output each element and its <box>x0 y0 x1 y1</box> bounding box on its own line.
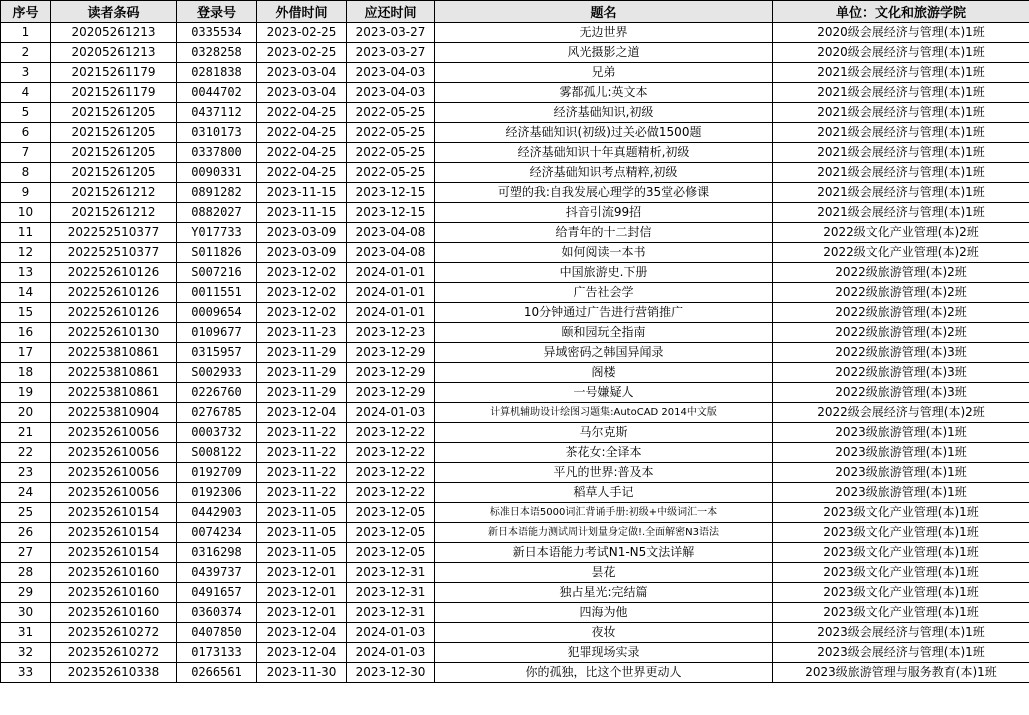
login-number: 0281838 <box>177 63 257 83</box>
due-date: 2024-01-03 <box>347 403 435 423</box>
book-title: 新日本语能力测试周计划量身定做!.全面解密N3语法 <box>435 523 773 543</box>
due-date: 2023-12-23 <box>347 323 435 343</box>
book-title: 经济基础知识考点精粹,初级 <box>435 163 773 183</box>
login-number: 0407850 <box>177 623 257 643</box>
row-index: 17 <box>1 343 51 363</box>
table-row <box>1 603 1029 623</box>
col-header-index: 序号 <box>1 1 51 23</box>
unit-class: 2022级会展经济与管理(本)2班 <box>773 403 1029 423</box>
book-title: 四海为他 <box>435 603 773 623</box>
unit-class: 2023级会展经济与管理(本)1班 <box>773 623 1029 643</box>
reader-barcode: 202352610154 <box>51 503 177 523</box>
login-number: 0074234 <box>177 523 257 543</box>
table-row <box>1 643 1029 663</box>
table-row <box>1 503 1029 523</box>
borrow-date: 2023-12-02 <box>257 263 347 283</box>
borrow-date: 2023-11-29 <box>257 383 347 403</box>
login-number: 0266561 <box>177 663 257 683</box>
book-title: 广告社会学 <box>435 283 773 303</box>
login-number: 0011551 <box>177 283 257 303</box>
reader-barcode: 202252610126 <box>51 263 177 283</box>
due-date: 2024-01-01 <box>347 303 435 323</box>
unit-class: 2021级会展经济与管理(本)1班 <box>773 203 1029 223</box>
book-title: 可塑的我:自我发展心理学的35堂必修课 <box>435 183 773 203</box>
book-title: 颐和园玩全指南 <box>435 323 773 343</box>
col-header-unit: 单位：文化和旅游学院 <box>773 1 1029 23</box>
row-index: 33 <box>1 663 51 683</box>
login-number: S007216 <box>177 263 257 283</box>
table-row <box>1 103 1029 123</box>
due-date: 2022-05-25 <box>347 143 435 163</box>
reader-barcode: 202253810861 <box>51 363 177 383</box>
col-header-due-date: 应还时间 <box>347 1 435 23</box>
col-header-login-no: 登录号 <box>177 1 257 23</box>
borrow-date: 2023-11-15 <box>257 203 347 223</box>
book-title: 夜妆 <box>435 623 773 643</box>
borrow-date: 2023-03-04 <box>257 63 347 83</box>
reader-barcode: 202352610272 <box>51 623 177 643</box>
row-index: 24 <box>1 483 51 503</box>
book-title: 中国旅游史.下册 <box>435 263 773 283</box>
table-row <box>1 223 1029 243</box>
borrow-date: 2023-11-22 <box>257 443 347 463</box>
borrow-date: 2023-12-04 <box>257 623 347 643</box>
table-row <box>1 43 1029 63</box>
col-header-reader-barcode: 读者条码 <box>51 1 177 23</box>
table-row <box>1 443 1029 463</box>
unit-class: 2023级旅游管理与服务教育(本)1班 <box>773 663 1029 683</box>
book-title: 计算机辅助设计绘图习题集:AutoCAD 2014中文版 <box>435 403 773 423</box>
due-date: 2022-05-25 <box>347 163 435 183</box>
book-title: 无边世界 <box>435 23 773 43</box>
borrow-date: 2023-11-05 <box>257 523 347 543</box>
borrow-date: 2023-03-09 <box>257 243 347 263</box>
book-title: 经济基础知识(初级)过关必做1500题 <box>435 123 773 143</box>
book-title: 经济基础知识,初级 <box>435 103 773 123</box>
reader-barcode: 202352610338 <box>51 663 177 683</box>
row-index: 12 <box>1 243 51 263</box>
book-title: 经济基础知识十年真题精析,初级 <box>435 143 773 163</box>
due-date: 2024-01-01 <box>347 283 435 303</box>
login-number: 0192306 <box>177 483 257 503</box>
book-title: 你的孤独，比这个世界更动人 <box>435 663 773 683</box>
book-title: 风光摄影之道 <box>435 43 773 63</box>
due-date: 2023-04-08 <box>347 243 435 263</box>
login-number: 0192709 <box>177 463 257 483</box>
login-number: 0044702 <box>177 83 257 103</box>
login-number: 0276785 <box>177 403 257 423</box>
unit-class: 2021级会展经济与管理(本)1班 <box>773 83 1029 103</box>
unit-class: 2021级会展经济与管理(本)1班 <box>773 183 1029 203</box>
unit-class: 2020级会展经济与管理(本)1班 <box>773 23 1029 43</box>
reader-barcode: 202352610160 <box>51 563 177 583</box>
due-date: 2023-04-03 <box>347 83 435 103</box>
table-row <box>1 143 1029 163</box>
reader-barcode: 202253810861 <box>51 383 177 403</box>
unit-class: 2023级文化产业管理(本)1班 <box>773 523 1029 543</box>
borrow-date: 2022-04-25 <box>257 143 347 163</box>
borrow-date: 2023-11-29 <box>257 363 347 383</box>
table-row <box>1 523 1029 543</box>
login-number: 0310173 <box>177 123 257 143</box>
borrow-date: 2022-04-25 <box>257 103 347 123</box>
reader-barcode: 20215261212 <box>51 183 177 203</box>
unit-class: 2022级旅游管理(本)2班 <box>773 283 1029 303</box>
login-number: 0328258 <box>177 43 257 63</box>
unit-class: 2023级文化产业管理(本)1班 <box>773 603 1029 623</box>
login-number: 0009654 <box>177 303 257 323</box>
book-title: 犯罪现场实录 <box>435 643 773 663</box>
due-date: 2022-05-25 <box>347 103 435 123</box>
due-date: 2023-12-05 <box>347 543 435 563</box>
borrow-date: 2023-11-15 <box>257 183 347 203</box>
row-index: 27 <box>1 543 51 563</box>
unit-class: 2022级文化产业管理(本)2班 <box>773 223 1029 243</box>
unit-class: 2021级会展经济与管理(本)1班 <box>773 103 1029 123</box>
unit-class: 2022级旅游管理(本)2班 <box>773 323 1029 343</box>
row-index: 1 <box>1 23 51 43</box>
reader-barcode: 20215261179 <box>51 63 177 83</box>
row-index: 8 <box>1 163 51 183</box>
book-title: 10分钟通过广告进行营销推广 <box>435 303 773 323</box>
due-date: 2023-12-05 <box>347 523 435 543</box>
due-date: 2024-01-03 <box>347 643 435 663</box>
reader-barcode: 20215261205 <box>51 123 177 143</box>
reader-barcode: 202253810861 <box>51 343 177 363</box>
book-title: 阁楼 <box>435 363 773 383</box>
row-index: 25 <box>1 503 51 523</box>
login-number: 0337800 <box>177 143 257 163</box>
unit-class: 2022级旅游管理(本)3班 <box>773 343 1029 363</box>
table-row <box>1 483 1029 503</box>
due-date: 2023-12-30 <box>347 663 435 683</box>
due-date: 2023-04-08 <box>347 223 435 243</box>
borrow-date: 2023-11-22 <box>257 483 347 503</box>
book-title: 抖音引流99招 <box>435 203 773 223</box>
unit-class: 2021级会展经济与管理(本)1班 <box>773 143 1029 163</box>
reader-barcode: 202352610056 <box>51 463 177 483</box>
reader-barcode: 202352610056 <box>51 483 177 503</box>
reader-barcode: 202252610126 <box>51 303 177 323</box>
due-date: 2023-12-31 <box>347 583 435 603</box>
table-body <box>1 23 1029 683</box>
due-date: 2023-03-27 <box>347 43 435 63</box>
borrow-date: 2023-02-25 <box>257 43 347 63</box>
login-number: 0882027 <box>177 203 257 223</box>
unit-class: 2023级文化产业管理(本)1班 <box>773 563 1029 583</box>
row-index: 4 <box>1 83 51 103</box>
reader-barcode: 202352610154 <box>51 523 177 543</box>
table-row <box>1 23 1029 43</box>
table-row <box>1 383 1029 403</box>
book-title: 新日本语能力考试N1-N5文法详解 <box>435 543 773 563</box>
row-index: 18 <box>1 363 51 383</box>
table-row <box>1 463 1029 483</box>
col-header-title: 题名 <box>435 1 773 23</box>
login-number: S008122 <box>177 443 257 463</box>
borrow-date: 2023-03-09 <box>257 223 347 243</box>
table-row <box>1 543 1029 563</box>
reader-barcode: 202352610160 <box>51 583 177 603</box>
table-row <box>1 623 1029 643</box>
due-date: 2022-05-25 <box>347 123 435 143</box>
book-title: 独占星光:完结篇 <box>435 583 773 603</box>
reader-barcode: 20215261179 <box>51 83 177 103</box>
login-number: 0226760 <box>177 383 257 403</box>
book-title: 给青年的十二封信 <box>435 223 773 243</box>
borrow-date: 2023-12-04 <box>257 643 347 663</box>
due-date: 2023-12-05 <box>347 503 435 523</box>
login-number: S011826 <box>177 243 257 263</box>
row-index: 6 <box>1 123 51 143</box>
borrow-date: 2023-12-02 <box>257 283 347 303</box>
login-number: 0335534 <box>177 23 257 43</box>
login-number: 0173133 <box>177 643 257 663</box>
table-row <box>1 343 1029 363</box>
unit-class: 2023级旅游管理(本)1班 <box>773 423 1029 443</box>
book-title: 稻草人手记 <box>435 483 773 503</box>
due-date: 2023-03-27 <box>347 23 435 43</box>
unit-class: 2021级会展经济与管理(本)1班 <box>773 163 1029 183</box>
due-date: 2024-01-03 <box>347 623 435 643</box>
row-index: 20 <box>1 403 51 423</box>
login-number: 0315957 <box>177 343 257 363</box>
row-index: 32 <box>1 643 51 663</box>
unit-class: 2023级文化产业管理(本)1班 <box>773 503 1029 523</box>
row-index: 5 <box>1 103 51 123</box>
table-row <box>1 83 1029 103</box>
unit-class: 2021级会展经济与管理(本)1班 <box>773 63 1029 83</box>
table-row <box>1 203 1029 223</box>
col-header-borrow-date: 外借时间 <box>257 1 347 23</box>
unit-class: 2023级文化产业管理(本)1班 <box>773 543 1029 563</box>
borrow-date: 2023-11-22 <box>257 423 347 443</box>
reader-barcode: 20215261205 <box>51 103 177 123</box>
reader-barcode: 20215261205 <box>51 163 177 183</box>
table-row <box>1 263 1029 283</box>
row-index: 10 <box>1 203 51 223</box>
row-index: 29 <box>1 583 51 603</box>
reader-barcode: 20215261205 <box>51 143 177 163</box>
borrow-date: 2023-12-02 <box>257 303 347 323</box>
borrow-date: 2023-12-01 <box>257 563 347 583</box>
book-title: 标准日本语5000词汇背诵手册:初级+中级词汇一本 <box>435 503 773 523</box>
borrow-date: 2023-11-23 <box>257 323 347 343</box>
login-number: S002933 <box>177 363 257 383</box>
due-date: 2023-04-03 <box>347 63 435 83</box>
row-index: 2 <box>1 43 51 63</box>
due-date: 2023-12-22 <box>347 463 435 483</box>
unit-class: 2022级旅游管理(本)3班 <box>773 363 1029 383</box>
row-index: 15 <box>1 303 51 323</box>
row-index: 19 <box>1 383 51 403</box>
header-row <box>1 1 1029 23</box>
login-number: 0316298 <box>177 543 257 563</box>
login-number: 0439737 <box>177 563 257 583</box>
row-index: 21 <box>1 423 51 443</box>
unit-class: 2020级会展经济与管理(本)1班 <box>773 43 1029 63</box>
reader-barcode: 202252610130 <box>51 323 177 343</box>
book-title: 平凡的世界:普及本 <box>435 463 773 483</box>
due-date: 2023-12-31 <box>347 563 435 583</box>
unit-class: 2023级会展经济与管理(本)1班 <box>773 643 1029 663</box>
due-date: 2023-12-29 <box>347 343 435 363</box>
book-title: 如何阅读一本书 <box>435 243 773 263</box>
unit-class: 2023级旅游管理(本)1班 <box>773 483 1029 503</box>
due-date: 2023-12-22 <box>347 443 435 463</box>
due-date: 2023-12-31 <box>347 603 435 623</box>
row-index: 16 <box>1 323 51 343</box>
table-row <box>1 663 1029 683</box>
table-row <box>1 283 1029 303</box>
row-index: 22 <box>1 443 51 463</box>
unit-class: 2023级旅游管理(本)1班 <box>773 463 1029 483</box>
login-number: 0491657 <box>177 583 257 603</box>
borrow-date: 2023-12-01 <box>257 583 347 603</box>
reader-barcode: 202352610056 <box>51 423 177 443</box>
reader-barcode: 202352610160 <box>51 603 177 623</box>
row-index: 23 <box>1 463 51 483</box>
reader-barcode: 202352610056 <box>51 443 177 463</box>
unit-class: 2022级旅游管理(本)3班 <box>773 383 1029 403</box>
login-number: 0109677 <box>177 323 257 343</box>
borrow-date: 2023-11-05 <box>257 503 347 523</box>
login-number: 0442903 <box>177 503 257 523</box>
borrow-date: 2023-03-04 <box>257 83 347 103</box>
borrow-date: 2022-04-25 <box>257 163 347 183</box>
row-index: 31 <box>1 623 51 643</box>
borrow-date: 2023-11-29 <box>257 343 347 363</box>
login-number: 0360374 <box>177 603 257 623</box>
book-title: 昙花 <box>435 563 773 583</box>
borrow-date: 2023-02-25 <box>257 23 347 43</box>
table-row <box>1 303 1029 323</box>
borrow-date: 2022-04-25 <box>257 123 347 143</box>
table-row <box>1 423 1029 443</box>
table-row <box>1 243 1029 263</box>
login-number: 0891282 <box>177 183 257 203</box>
book-title: 异域密码之韩国异闻录 <box>435 343 773 363</box>
table-row <box>1 583 1029 603</box>
due-date: 2023-12-29 <box>347 363 435 383</box>
row-index: 26 <box>1 523 51 543</box>
due-date: 2023-12-22 <box>347 423 435 443</box>
login-number: Y017733 <box>177 223 257 243</box>
borrow-date: 2023-11-22 <box>257 463 347 483</box>
row-index: 14 <box>1 283 51 303</box>
book-title: 雾都孤儿:英文本 <box>435 83 773 103</box>
table-row <box>1 123 1029 143</box>
reader-barcode: 20205261213 <box>51 43 177 63</box>
reader-barcode: 20205261213 <box>51 23 177 43</box>
borrow-date: 2023-11-30 <box>257 663 347 683</box>
row-index: 13 <box>1 263 51 283</box>
table-row <box>1 563 1029 583</box>
borrow-date: 2023-12-01 <box>257 603 347 623</box>
due-date: 2023-12-15 <box>347 203 435 223</box>
due-date: 2023-12-15 <box>347 183 435 203</box>
unit-class: 2022级旅游管理(本)2班 <box>773 263 1029 283</box>
row-index: 30 <box>1 603 51 623</box>
unit-class: 2023级旅游管理(本)1班 <box>773 443 1029 463</box>
due-date: 2023-12-29 <box>347 383 435 403</box>
borrow-date: 2023-12-04 <box>257 403 347 423</box>
row-index: 11 <box>1 223 51 243</box>
login-number: 0437112 <box>177 103 257 123</box>
reader-barcode: 202252610126 <box>51 283 177 303</box>
reader-barcode: 202252510377 <box>51 243 177 263</box>
reader-barcode: 202352610272 <box>51 643 177 663</box>
table-row <box>1 323 1029 343</box>
due-date: 2023-12-22 <box>347 483 435 503</box>
table-row <box>1 363 1029 383</box>
row-index: 28 <box>1 563 51 583</box>
table-row <box>1 163 1029 183</box>
reader-barcode: 202253810904 <box>51 403 177 423</box>
reader-barcode: 20215261212 <box>51 203 177 223</box>
login-number: 0090331 <box>177 163 257 183</box>
row-index: 3 <box>1 63 51 83</box>
unit-class: 2021级会展经济与管理(本)1班 <box>773 123 1029 143</box>
table-row <box>1 183 1029 203</box>
unit-class: 2022级旅游管理(本)2班 <box>773 303 1029 323</box>
login-number: 0003732 <box>177 423 257 443</box>
book-title: 兄弟 <box>435 63 773 83</box>
row-index: 9 <box>1 183 51 203</box>
table-row <box>1 403 1029 423</box>
unit-class: 2022级文化产业管理(本)2班 <box>773 243 1029 263</box>
borrow-date: 2023-11-05 <box>257 543 347 563</box>
book-title: 茶花女:全译本 <box>435 443 773 463</box>
table-row <box>1 63 1029 83</box>
book-title: 一号嫌疑人 <box>435 383 773 403</box>
row-index: 7 <box>1 143 51 163</box>
unit-class: 2023级文化产业管理(本)1班 <box>773 583 1029 603</box>
book-title: 马尔克斯 <box>435 423 773 443</box>
due-date: 2024-01-01 <box>347 263 435 283</box>
reader-barcode: 202352610154 <box>51 543 177 563</box>
reader-barcode: 202252510377 <box>51 223 177 243</box>
